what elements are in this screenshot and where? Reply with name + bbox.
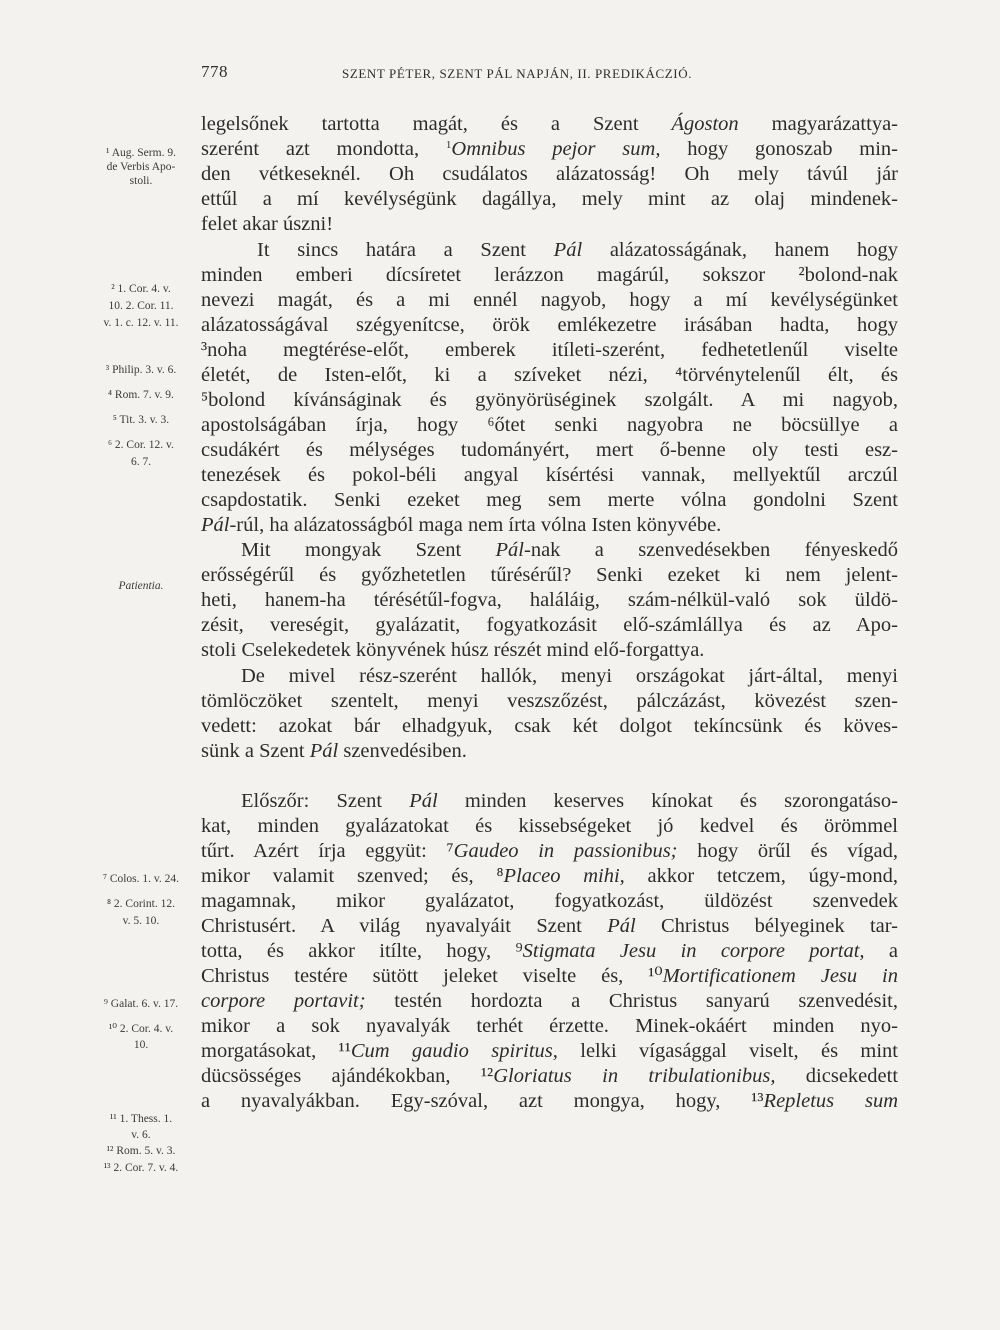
text-line: mikor valamit szenved; és, ⁸Placeo mihi, akkor tetczem, úgy-mond, xyxy=(201,865,898,887)
page-number: 778 xyxy=(201,62,228,81)
margin-note: ¹³ 2. Cor. 7. v. 4. xyxy=(103,1162,179,1174)
text-line: It sincs határa a Szent Pál alázatosságának, hanem hogy xyxy=(257,239,899,261)
text-line: a nyavalyákban. Egy-szóval, azt mongya, hogy, ¹³Repletus sum xyxy=(201,1090,898,1112)
text-line: Pál-rúl, ha alázatosságból maga nem írta vólna Isten könyvébe. xyxy=(201,514,722,536)
margin-note: de Verbis Apo- xyxy=(106,161,176,173)
text-line: erősségérűl és győzhetetlen tűrésérűl? Senki ezeket ki nem jelent- xyxy=(201,564,898,586)
text-line: ³noha megtérése-előt, emberek itíleti-szerént, fedhetetlenűl viselte xyxy=(201,339,898,361)
text-line: felet akar úszni! xyxy=(201,213,334,235)
margin-note: ⁸ 2. Corint. 12. xyxy=(107,898,175,910)
margin-note: ⁶ 2. Cor. 12. v. xyxy=(108,439,174,451)
text-line: legelsőnek tartotta magát, és a Szent Ágoston magyarázattya- xyxy=(201,113,898,135)
text-line: magamnak, mikor gyalázatot, fogyatkozást, üldözést szenvedek xyxy=(201,890,898,912)
text-line: Christusért. A világ nyavalyáit Szent Pál Christus bélyeginek tar- xyxy=(201,915,898,937)
text-line: zésit, vereségit, gyalázatit, fogyatkozásit elő-számlállya és az Apo- xyxy=(201,614,898,636)
margin-note: ³ Philip. 3. v. 6. xyxy=(105,364,177,376)
page-header xyxy=(0,62,1000,92)
text-line: dücsösséges ajándékokban, ¹²Gloriatus in tribulationibus, dicsekedett xyxy=(201,1065,899,1087)
text-line: stoli Cselekedetek könyvének húsz részét mind elő-forgattya. xyxy=(201,639,705,661)
margin-note: 6. 7. xyxy=(130,456,152,468)
text-line: tömlöczöket szentelt, menyi veszszőzést, pálczázást, kövezést szen- xyxy=(201,690,898,712)
text-line: nevezi magát, és a mi ennél nagyob, hogy a mí kevélységünket xyxy=(201,289,898,311)
text-line: életét, de Isten-előt, ki a szíveket nézi, ⁴törvénytelenűl élt, és xyxy=(201,364,898,386)
text-line: morgatásokat, ¹¹Cum gaudio spiritus, lelki vígasággal viselt, és mint xyxy=(201,1040,898,1062)
text-line: corpore portavit; testén hordozta a Christus sanyarú szenvedésit, xyxy=(201,990,898,1012)
margin-note: ⁵ Tit. 3. v. 3. xyxy=(112,414,170,426)
text-line: minden emberi dícsíretet lerázzon magárúl, sokszor ²bolond-nak xyxy=(201,264,898,286)
margin-note-heading: Patientia. xyxy=(118,580,164,592)
text-line: apostolságában írja, hogy ⁶őtet senki nagyobra ne böcsüllye a xyxy=(201,414,898,436)
text-line: ⁵bolond kívánságinak és gyönyörüséginek szolgált. A mi nagyob, xyxy=(201,389,898,411)
text-line: sünk a Szent Pál szenvedésiben. xyxy=(201,740,467,762)
margin-note: ¹² Rom. 5. v. 3. xyxy=(106,1145,176,1157)
margin-note: 10. 2. Cor. 11. xyxy=(108,300,174,312)
margin-note: v. 6. xyxy=(131,1129,151,1141)
text-line: totta, és akkor itílte, hogy, ⁹Stigmata Jesu in corpore portat, a xyxy=(201,940,898,962)
text-line: alázatosságával szégyenítcse, örök emlékezetre irásában hadta, hogy xyxy=(201,314,898,336)
text-line: Christus testére sütött jeleket viselte és, ¹⁰Mortificationem Jesu in xyxy=(201,965,898,987)
margin-note: ² 1. Cor. 4. v. xyxy=(111,283,171,295)
margin-note: stoli. xyxy=(129,175,153,187)
text-line: tűrt. Azért írja eggyüt: ⁷Gaudeo in passionibus; hogy örűl és vígad, xyxy=(201,840,898,862)
text-line: heti, hanem-ha térésétűl-fogva, haláláig, szám-nélkül-való sok üldö- xyxy=(201,589,898,611)
text-line: csudákért és mélységes tudományért, mert ő-benne oly testi esz- xyxy=(201,439,898,461)
margin-note: ⁷ Colos. 1. v. 24. xyxy=(102,873,180,885)
text-line: De mivel rész-szerént hallók, menyi országokat járt-által, menyi xyxy=(241,665,898,687)
text-line: vedett: azokat bár elhadgyuk, csak két dolgot tekíncsünk és köves- xyxy=(201,715,898,737)
text-line: kat, minden gyalázatokat és kissebségeket jó kedvel és örömmel xyxy=(201,815,898,837)
text-line: csapdostatik. Senki ezeket meg sem merte vólna gondolni Szent xyxy=(201,489,898,511)
text-line: mikor a sok nyavalyák terhét érzette. Minek-okáért minden nyo- xyxy=(201,1015,898,1037)
text-line: den vétkeseknél. Oh csudálatos alázatosság! Oh mely távúl jár xyxy=(201,163,898,185)
text-line: szerént azt mondotta, $^1$Omnibus pejor sum, hogy gonoszab min- xyxy=(201,138,898,160)
margin-note: v. 1. c. 12. v. 11. xyxy=(103,317,179,329)
text-line: ettűl a mí kevélységünk dagállya, mely mint az olaj mindenek- xyxy=(201,188,898,210)
text-line: Mit mongyak Szent Pál-nak a szenvedésekben fényeskedő xyxy=(241,539,898,561)
margin-note: ¹⁰ 2. Cor. 4. v. xyxy=(108,1023,174,1035)
margin-note: ¹¹ 1. Thess. 1. xyxy=(109,1113,173,1125)
margin-note: ¹ Aug. Serm. 9. xyxy=(106,147,176,159)
running-head: SZENT PÉTER, SZENT PÁL NAPJÁN, II. PREDIKÁCZIÓ. xyxy=(342,66,693,81)
text-line: tenezések és pokol-béli angyal kísértési vannak, mellyektűl arczúl xyxy=(201,464,898,486)
text-line: Előszőr: Szent Pál minden keserves kínokat és szorongatáso- xyxy=(241,790,898,812)
margin-note: 10. xyxy=(133,1039,149,1051)
margin-note: ⁴ Rom. 7. v. 9. xyxy=(108,389,174,401)
margin-note: v. 5. 10. xyxy=(122,915,160,927)
margin-note: ⁹ Galat. 6. v. 17. xyxy=(103,998,179,1010)
